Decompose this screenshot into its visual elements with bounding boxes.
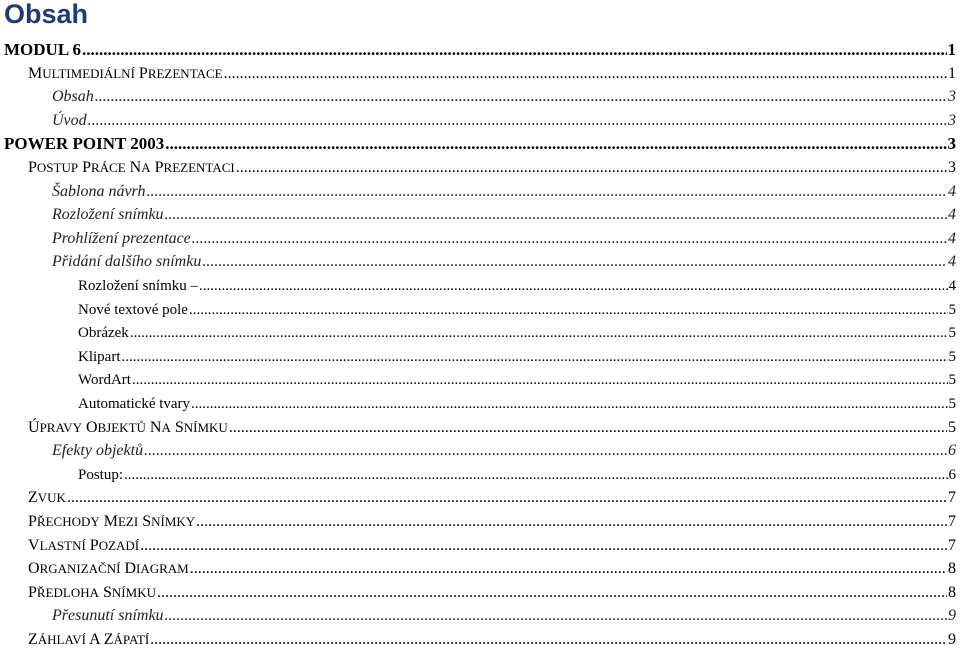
toc-leader-dots [165, 203, 947, 227]
toc-leader-dots [122, 345, 948, 369]
toc-entry-label: ORGANIZAČNÍ DIAGRAM [28, 560, 189, 578]
toc-entry[interactable] [4, 132, 956, 156]
toc-entry-label: Klipart [78, 348, 121, 365]
toc-entry[interactable] [78, 368, 956, 392]
toc-entry-page: 6 [948, 442, 956, 460]
toc-entry-page: 7 [948, 489, 956, 507]
toc-entry[interactable] [28, 581, 956, 605]
toc-entry-page: 8 [948, 560, 956, 578]
toc-leader-dots [199, 274, 948, 298]
toc-leader-dots [190, 557, 947, 581]
toc-leader-dots [191, 392, 947, 416]
toc-entry-page: 4 [948, 278, 956, 294]
toc-entry-page: 5 [948, 372, 956, 389]
page-title: Obsah [4, 0, 89, 29]
toc-entry-label: Obsah [52, 88, 94, 106]
toc-entry-label: Úvod [52, 111, 87, 129]
toc-leader-dots [140, 534, 947, 558]
toc-leader-dots [202, 250, 947, 274]
toc-leader-dots [196, 510, 947, 534]
toc-leader-dots [157, 581, 947, 605]
toc-entry-page: 5 [948, 396, 956, 412]
toc-entry-page: 8 [948, 583, 956, 601]
toc-leader-dots [189, 298, 948, 322]
toc-leader-dots [124, 463, 947, 487]
toc-entry-page: 4 [948, 182, 956, 200]
toc-entry[interactable] [52, 604, 956, 628]
toc-entry-label: ZÁHLAVÍ A ZÁPATÍ [28, 631, 150, 648]
toc-entry-page: 4 [948, 206, 956, 224]
toc-entry-label: Přidání dalšího snímku [52, 253, 202, 271]
toc-leader-dots [192, 227, 947, 251]
toc-leader-dots [224, 62, 947, 86]
toc-entry-page: 3 [948, 159, 956, 176]
toc-entry-label: Přesunutí snímku [52, 607, 164, 625]
toc-entry-page: 1 [947, 40, 956, 59]
toc-entry-label: POWER POINT 2003 [4, 134, 165, 154]
toc-entry-label: ZVUK [28, 489, 66, 507]
toc-entry-page: 5 [948, 348, 956, 365]
toc-entry-page: 4 [948, 253, 956, 271]
toc-entry[interactable] [52, 227, 956, 251]
toc-entry[interactable] [52, 109, 956, 133]
toc-entry-label: POSTUP PRÁCE NA PREZENTACI [28, 159, 235, 176]
toc-leader-dots [146, 180, 947, 204]
toc-entry-label: PŘEDLOHA SNÍMKU [28, 583, 156, 601]
toc-entry[interactable] [52, 250, 956, 274]
toc-entry-page: 9 [948, 607, 956, 625]
toc-leader-dots [67, 486, 947, 510]
toc-leader-dots [236, 156, 947, 180]
toc-entry-label: Obrázek [78, 325, 129, 342]
toc-entry[interactable] [4, 38, 956, 62]
toc-entry[interactable] [78, 298, 956, 322]
toc-leader-dots [144, 439, 947, 463]
toc-entry-page: 5 [948, 325, 956, 342]
toc-entry[interactable] [28, 416, 956, 440]
toc-entry-label: MODUL 6 [4, 40, 81, 59]
toc-entry[interactable] [78, 392, 956, 416]
toc-entry-label: Rozložení snímku [52, 206, 164, 224]
toc-entry-page: 7 [948, 513, 956, 530]
toc-entry[interactable] [28, 62, 956, 86]
toc-entry-page: 3 [948, 88, 956, 106]
toc-entry[interactable] [52, 85, 956, 109]
toc-leader-dots [132, 368, 948, 392]
toc-entry-label: WordArt [78, 372, 131, 389]
toc-leader-dots [165, 604, 947, 628]
toc-entry-label: ÚPRAVY OBJEKTŮ NA SNÍMKU [28, 418, 228, 436]
toc-entry[interactable] [52, 180, 956, 204]
toc-entry-page: 5 [948, 418, 956, 436]
toc-leader-dots [150, 628, 947, 652]
toc-entry-label: Rozložení snímku – [78, 278, 198, 294]
toc-entry[interactable] [52, 203, 956, 227]
toc-entry[interactable] [28, 557, 956, 581]
toc-leader-dots [229, 416, 947, 440]
toc-entry-label: PŘECHODY MEZI SNÍMKY [28, 513, 196, 530]
toc-entry[interactable] [78, 463, 956, 487]
toc-entry-page: 5 [948, 301, 956, 318]
toc-entry[interactable] [28, 510, 956, 534]
toc-leader-dots [95, 85, 947, 109]
toc-entry-label: Prohlížení prezentace [52, 229, 191, 247]
toc-entry[interactable] [28, 628, 956, 652]
toc-leader-dots [82, 38, 947, 62]
toc-entry-page: 3 [948, 111, 956, 129]
toc-entry-page: 6 [948, 466, 956, 483]
toc-entry[interactable] [28, 486, 956, 510]
toc-entry-page: 7 [948, 536, 956, 554]
toc-leader-dots [165, 132, 946, 156]
toc-entry-label: Šablona návrh [52, 182, 146, 200]
toc-entry-page: 9 [948, 631, 956, 648]
toc-entry-label: VLASTNÍ POZADÍ [28, 536, 140, 554]
toc-entry-label: MULTIMEDIÁLNÍ PREZENTACE [28, 64, 223, 82]
toc-entry-page: 1 [948, 64, 956, 82]
toc-entry-label: Efekty objektů [52, 442, 144, 460]
toc-leader-dots [88, 109, 947, 133]
toc-entry-page: 3 [947, 134, 956, 154]
toc-entry[interactable] [78, 345, 956, 369]
toc-entry[interactable] [28, 534, 956, 558]
toc-entry[interactable] [28, 156, 956, 180]
toc-entry[interactable] [52, 439, 956, 463]
toc-leader-dots [130, 321, 948, 345]
toc-entry[interactable] [78, 274, 956, 298]
toc-entry-label: Postup: [78, 466, 124, 483]
toc-entry[interactable] [78, 321, 956, 345]
toc-entry-page: 4 [948, 229, 956, 247]
toc-entry-label: Nové textové pole [78, 301, 188, 318]
toc-entry-label: Automatické tvary [78, 396, 191, 412]
